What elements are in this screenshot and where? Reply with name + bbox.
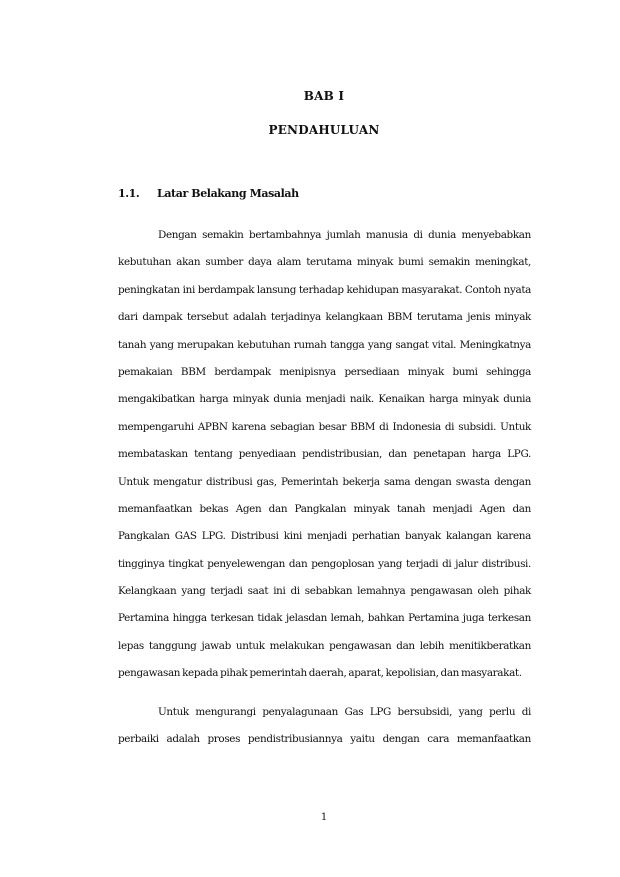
text-line: Pertamina hingga terkesan tidak jelasdan lemah, bahkan Pertamina juga terkesan bbox=[118, 612, 531, 625]
body-text bbox=[118, 222, 531, 753]
text-line: mempengaruhi APBN karena sebagian besar BBM di Indonesia di subsidi. Untuk bbox=[118, 420, 531, 433]
text-line: perbaiki adalah proses pendistribusiannya yaitu dengan cara memanfaatkan bbox=[118, 733, 531, 746]
section-heading bbox=[118, 187, 299, 200]
text-line: dari dampak tersebut adalah terjadinya kelangkaan BBM terutama jenis minyak bbox=[118, 311, 531, 324]
section-title: Latar Belakang Masalah bbox=[157, 187, 299, 200]
text-line: Kelangkaan yang terjadi saat ini di sebabkan lemahnya pengawasan oleh pihak bbox=[118, 585, 531, 598]
text-line: pemakaian BBM berdampak menipisnya persediaan minyak bumi sehingga bbox=[118, 365, 531, 378]
chapter-number: BAB I bbox=[303, 89, 345, 103]
page-number: 1 bbox=[320, 812, 328, 823]
text-line: tingginya tingkat penyelewengan dan pengoplosan yang terjadi di jalur distribusi. bbox=[118, 557, 531, 570]
text-line: tanah yang merupakan kebutuhan rumah tangga yang sangat vital. Meningkatnya bbox=[118, 338, 531, 351]
paragraph-2 bbox=[118, 699, 531, 754]
text-line: Dengan semakin bertambahnya jumlah manusia di dunia menyebabkan bbox=[158, 229, 531, 241]
paragraph-1 bbox=[118, 222, 531, 688]
text-line: pengawasan kepada pihak pemerintah daerah, aparat, kepolisian, dan masyarakat. bbox=[118, 667, 522, 680]
text-line: Untuk mengatur distribusi gas, Pemerintah bekerja sama dengan swasta dengan bbox=[118, 475, 531, 488]
text-line: lepas tanggung jawab untuk melakukan pengawasan dan lebih menitikberatkan bbox=[118, 639, 531, 652]
text-line: Untuk mengurangi penyalagunaan Gas LPG bersubsidi, yang perlu di bbox=[158, 705, 531, 718]
text-line: Pangkalan GAS LPG. Distribusi kini menjadi perhatian banyak kalangan karena bbox=[118, 530, 531, 543]
text-line: peningkatan ini berdampak lansung terhadap kehidupan masyarakat. Contoh nyata bbox=[118, 283, 531, 296]
text-line: membataskan tentang penyediaan pendistribusian, dan penetapan harga LPG. bbox=[118, 448, 531, 461]
text-line: kebutuhan akan sumber daya alam terutama minyak bumi semakin meningkat, bbox=[118, 256, 531, 269]
section-number: 1.1. bbox=[118, 187, 140, 200]
text-line: mengakibatkan harga minyak dunia menjadi naik. Kenaikan harga minyak dunia bbox=[118, 393, 531, 406]
paragraph-gap bbox=[118, 688, 531, 699]
text-line: memanfaatkan bekas Agen dan Pangkalan minyak tanah menjadi Agen dan bbox=[118, 502, 531, 515]
chapter-title: PENDAHULUAN bbox=[268, 123, 380, 137]
